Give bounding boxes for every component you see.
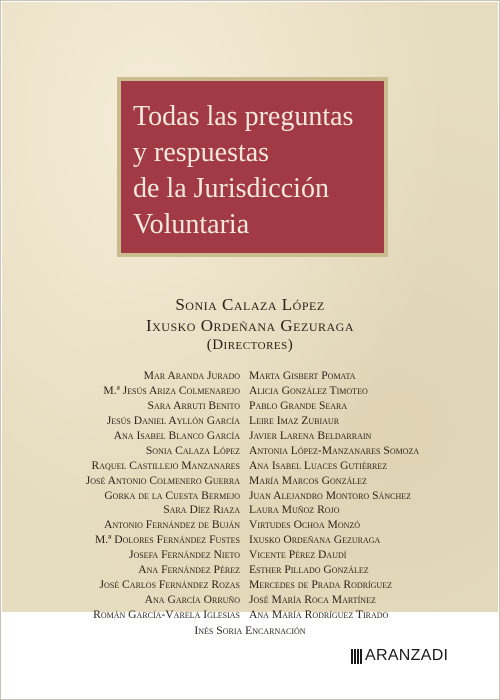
author-right: María Marcos González <box>249 473 367 487</box>
author-row <box>2 563 498 578</box>
author-right: Leire Imaz Zubiaur <box>249 413 340 427</box>
title-box <box>117 77 388 257</box>
author-row <box>2 608 498 623</box>
author-left: Josefa Fernández Nieto <box>128 548 240 562</box>
author-right: Pablo Grande Seara <box>249 398 348 412</box>
author-left: Sara Díez Riaza <box>163 503 240 517</box>
author-left: Jesús Daniel Ayllón García <box>106 413 240 427</box>
author-right: Ana María Rodríguez Tirado <box>249 608 389 621</box>
author-right: Virtudes Ochoa Monzó <box>249 518 361 532</box>
author-row <box>2 548 498 563</box>
directors-role: (Directores) <box>206 337 294 353</box>
author-row <box>2 444 498 459</box>
title-line: de la Jurisdicción <box>133 173 329 204</box>
author-right: Alicia González Timoteo <box>249 383 368 397</box>
title-line: Voluntaria <box>133 209 250 240</box>
author-left: Mar Aranda Jurado <box>143 369 240 382</box>
author-left: Gorka de la Cuesta Bermejo <box>104 488 240 502</box>
author-row <box>2 518 498 533</box>
author-left: Sara Arruti Benito <box>147 398 240 412</box>
authors-list <box>2 369 498 638</box>
author-left: M.ª Jesús Ariza Colmenarejo <box>103 383 240 397</box>
author-row <box>2 369 498 384</box>
author-right: Ana Isabel Luaces Gutiérrez <box>249 458 388 472</box>
author-right: Vicente Pérez Daudí <box>249 548 347 562</box>
author-left: Román García-Varela Iglesias <box>93 608 240 621</box>
author-left: Ana Isabel Blanco García <box>113 428 240 442</box>
title-line: y respuestas <box>133 137 270 168</box>
author-row <box>2 489 498 504</box>
author-row <box>2 533 498 548</box>
title-line: Todas las preguntas <box>133 101 354 132</box>
publisher-name: ARANZADI <box>365 647 449 664</box>
author-row <box>2 399 498 414</box>
author-right: Mercedes de Prada Rodríguez <box>249 578 392 592</box>
author-left: Raquel Castillejo Manzanares <box>91 458 240 472</box>
author-right: Marta Gisbert Pomata <box>249 369 356 382</box>
publisher-logo <box>351 647 448 665</box>
author-row <box>2 503 498 518</box>
author-left: José Antonio Colmenero Guerra <box>85 473 240 487</box>
author-row <box>2 593 498 608</box>
directors-block <box>2 294 498 355</box>
director-name: Ixusko Ordeñana Gezuraga <box>145 316 355 335</box>
author-right: Esther Pillado González <box>249 563 369 577</box>
author-right: Antonia López-Manzanares Somoza <box>249 443 420 457</box>
author-row <box>2 459 498 474</box>
author-right: Laura Muñoz Rojo <box>249 503 340 517</box>
author-left: M.ª Dolores Fernández Fustes <box>94 533 240 547</box>
author-left: José Carlos Fernández Rozas <box>99 578 240 592</box>
author-right: Javier Larena Beldarrain <box>249 428 372 442</box>
author-left: Ana García Orruño <box>144 593 240 607</box>
author-row <box>2 384 498 399</box>
author-right: José María Roca Martínez <box>249 593 376 607</box>
author-row <box>2 578 498 593</box>
director-name: Sonia Calaza López <box>175 295 325 314</box>
author-left: Ana Fernández Pérez <box>138 563 240 577</box>
author-left: Sonia Calaza López <box>145 443 240 457</box>
author-centered: Inés Soria Encarnación <box>194 623 306 637</box>
author-row <box>2 429 498 444</box>
author-left: Antonio Fernández de Buján <box>104 518 240 532</box>
author-row <box>2 474 498 489</box>
author-right: Ixusko Ordeñana Gezuraga <box>249 533 381 547</box>
author-row <box>2 414 498 429</box>
author-right: Juan Alejandro Montoro Sánchez <box>249 488 411 502</box>
publisher-bars-icon <box>351 649 362 664</box>
cover-panel <box>2 2 498 637</box>
